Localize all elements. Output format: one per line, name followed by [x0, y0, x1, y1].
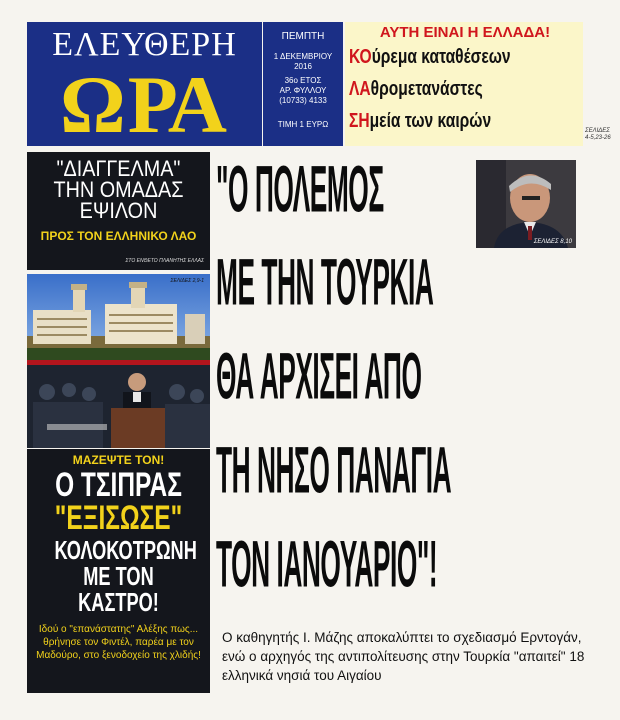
promo-line-3-prefix: ΣΗ: [349, 110, 370, 132]
promo-line-3: [349, 110, 491, 133]
tsipras-body: Ιδού ο "επανάστατης" Αλέξης πως... θρήνησε τον Φιντέλ, παρέα με τον Μαδούρο, στο ξενοδοχείο της χλιδής!: [36, 624, 201, 661]
diagelma-note: ΣΤΟ ΕΝΘΕΤΟ ΠΛΑΝΗΤΗΣ ΕΛΛΑΣ: [125, 258, 204, 264]
promo-line-2-prefix: ΛΑ: [349, 78, 371, 100]
diagelma-line2: ΤΗΝ ΟΜΑΔΑΣ: [53, 177, 184, 202]
portrait-illustration: [476, 160, 576, 248]
promo-line-3-text: μεία των καιρών: [369, 110, 492, 132]
promo-line-2: [349, 78, 483, 101]
diagelma-line1: "ΔΙΑΓΓΕΛΜΑ": [56, 156, 181, 181]
issue-label: ΑΡ. ΦΥΛΛΟΥ: [279, 86, 327, 95]
diagelma-line3: ΕΨΙΛΟΝ: [79, 198, 158, 223]
havana-photo: [27, 274, 210, 448]
issue-date-line2: 2016: [294, 62, 312, 71]
headline-deck: Ο καθηγητής Ι. Μάζης αποκαλύπτει το σχεδιασμό Ερντογάν, ενώ ο αρχηγός της αντιπολίτευσης στην Τουρκία "απαιτεί" 18 ελληνικά νησιά του Αιγαίου: [222, 630, 585, 683]
issue-number: (10733) 4133: [279, 96, 327, 105]
issue-price: ΤΙΜΗ 1 ΕΥΡΩ: [277, 120, 329, 129]
photo-page-ref: ΣΕΛΙΔΕΣ 2,9-1: [170, 278, 204, 284]
promo-line-1: [349, 46, 511, 69]
tsipras-headline-2: "ΕΞΙΣΩΣΕ": [54, 499, 183, 537]
tsipras-headline-4: ΜΕ ΤΟΝ ΚΑΣΤΡΟ!: [78, 561, 159, 617]
tsipras-kicker: ΜΑΖΕΨΤΕ ΤΟΝ!: [72, 453, 165, 467]
headline-line-1: "Ο ΠΟΛΕΜΟΣ: [216, 151, 384, 226]
promo-pages: [585, 128, 611, 142]
promo-pages-numbers: 4-5,23-26: [585, 135, 611, 141]
headline-line-3: ΘΑ ΑΡΧΙΣΕΙ ΑΠΟ: [216, 338, 422, 413]
promo-pages-label: ΣΕΛΙΔΕΣ: [585, 128, 610, 134]
promo-line-1-text: ύρεμα καταθέσεων: [371, 46, 511, 68]
issue-year: 36ο ΕΤΟΣ: [284, 76, 322, 85]
headline-line-2: ΜΕ ΤΗΝ ΤΟΥΡΚΙΑ: [216, 244, 434, 319]
diagelma-box[interactable]: [27, 152, 210, 270]
promo-box[interactable]: [345, 22, 583, 146]
mazis-portrait: [476, 160, 576, 248]
issue-day: ΠΕΜΠΤΗ: [281, 31, 325, 42]
masthead: [27, 22, 262, 146]
diagelma-sub: ΠΡΟΣ ΤΟΝ ΕΛΛΗΝΙΚΟ ΛΑΟ: [40, 229, 197, 243]
issue-numbers: [263, 76, 343, 106]
promo-line-1-prefix: ΚΟ: [349, 46, 372, 68]
portrait-page-ref: ΣΕΛΙΔΕΣ 8,10: [533, 239, 572, 245]
headline-line-4: ΤΗ ΝΗΣΟ ΠΑΝΑΓΙΑ: [216, 432, 452, 507]
issue-date: [263, 52, 343, 72]
tsipras-headline-1: Ο ΤΣΙΠΡΑΣ: [55, 466, 182, 504]
havana-illustration: [27, 274, 210, 448]
promo-title: ΑΥΤΗ ΕΙΝΑΙ Η ΕΛΛΑΔΑ!: [379, 24, 551, 41]
headline-line-5: ΤΟΝ ΙΑΝΟΥΑΡΙΟ"!: [216, 526, 438, 601]
tsipras-headline-3: ΚΟΛΟΚΟΤΡΩΝΗ: [54, 535, 197, 565]
masthead-logo: ΩΡΑ: [60, 59, 229, 146]
issue-date-line1: 1 ΔΕΚΕΜΒΡΙΟΥ: [273, 52, 333, 61]
masthead-line1: ΕΛΕΥΘΕΡΗ: [52, 26, 237, 63]
issue-info: [263, 22, 343, 146]
tsipras-box[interactable]: [27, 449, 210, 693]
promo-line-2-text: θρομετανάστες: [370, 78, 483, 100]
